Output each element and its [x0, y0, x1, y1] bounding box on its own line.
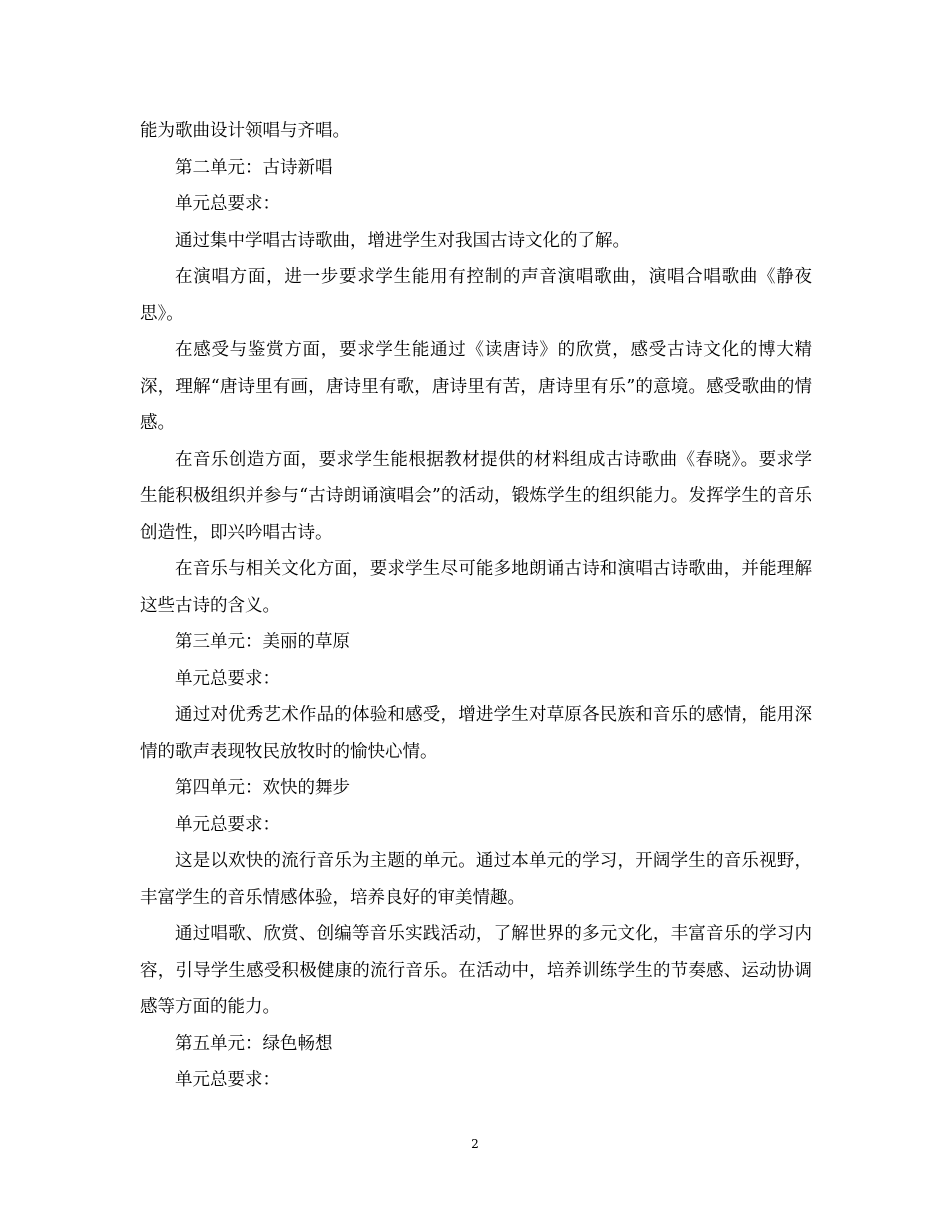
page-number: 2 [471, 1137, 479, 1151]
unit-requirements-label: 单元总要求： [175, 194, 280, 214]
unit-heading: 第五单元：绿色畅想 [175, 1033, 333, 1054]
unit-heading: 第二单元：古诗新唱 [175, 157, 333, 178]
paragraph: 通过对优秀艺术作品的体验和感受，增进学生对草原各民族和音乐的感情，能用深情的歌声表现牧民放牧时的愉快心情。 [140, 705, 812, 762]
paragraph: 通过集中学唱古诗歌曲，增进学生对我国古诗文化的了解。 [175, 230, 630, 251]
paragraph: 这是以欢快的流行音乐为主题的单元。通过本单元的学习，开阔学生的音乐视野，丰富学生的音乐情感体验，培养良好的审美情趣。 [140, 851, 812, 908]
paragraph: 能为歌曲设计领唱与齐唱。 [140, 121, 350, 141]
unit-requirements-label: 单元总要求： [175, 668, 280, 689]
unit-requirements-label: 单元总要求： [175, 1070, 280, 1090]
unit-heading: 第四单元：欢快的舞步 [175, 778, 350, 798]
unit-requirements-label: 单元总要求： [175, 814, 280, 835]
paragraph: 在演唱方面，进一步要求学生能用有控制的声音演唱歌曲，演唱合唱歌曲《静夜思》。 [140, 267, 812, 324]
paragraph: 通过唱歌、欣赏、创编等音乐实践活动，了解世界的多元文化，丰富音乐的学习内容，引导学生感受积极健康的流行音乐。在活动中，培养训练学生的节奏感、运动协调感等方面的能力。 [140, 924, 812, 1017]
document-body [140, 113, 812, 1099]
paragraph: 在音乐与相关文化方面，要求学生尽可能多地朗诵古诗和演唱古诗歌曲，并能理解这些古诗的含义。 [140, 559, 812, 616]
paragraph: 在感受与鉴赏方面，要求学生能通过《读唐诗》的欣赏，感受古诗文化的博大精深，理解“唐诗里有画，唐诗里有歌，唐诗里有苦，唐诗里有乐”的意境。感受歌曲的情感。 [140, 340, 812, 433]
unit-heading: 第三单元：美丽的草原 [175, 632, 350, 652]
paragraph: 在音乐创造方面，要求学生能根据教材提供的材料组成古诗歌曲《春晓》。要求学生能积极组织并参与“古诗朗诵演唱会”的活动，锻炼学生的组织能力。发挥学生的音乐创造性，即兴吟唱古诗。 [140, 449, 812, 543]
